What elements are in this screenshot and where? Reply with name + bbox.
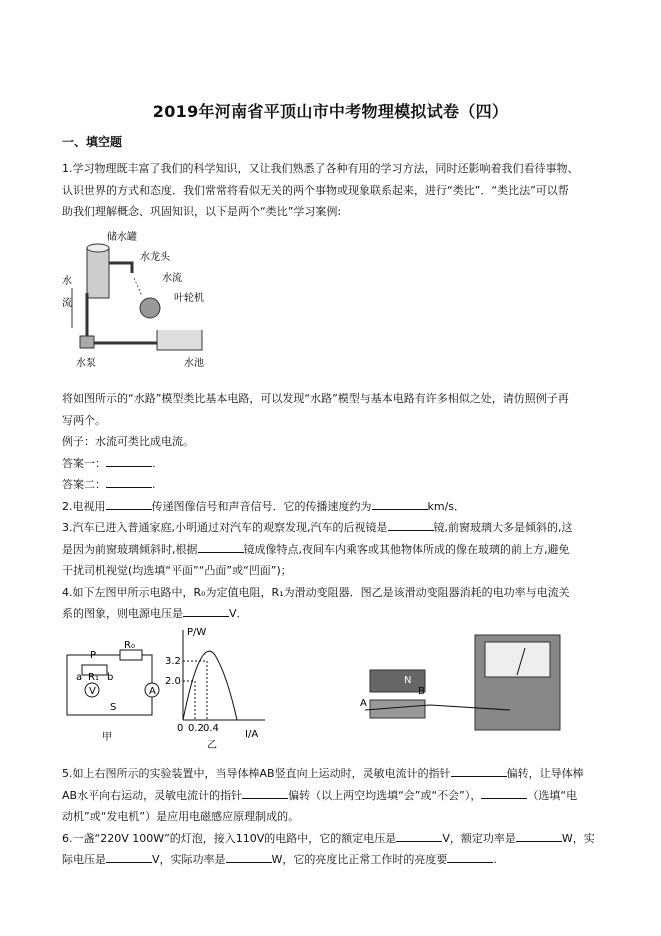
power-current-graph <box>165 625 275 750</box>
fig-label: 叶轮机 <box>174 293 204 304</box>
fig-label: 水 <box>62 276 72 287</box>
question-5: 5.如上右图所示的实验装置中，当导体棒AB竖直向上运动时，灵敏电流计的指针 偏转，让导体棒 AB水平向右运动，灵敏电流计的指针 偏转（以上两空均选填“会”或“不会”）， （选填“电 动机”或“发电机”）是应用电磁感应原理制成的。 6.一盏“220V 100W”的灯泡，接入110V的电路中，它的额定电压是 V，额定功率是 W，实 际电压是 V，实际功率是 W，它的亮度比正常工作时的亮度要 . <box>62 763 602 871</box>
magnet <box>370 670 425 692</box>
question-1 <box>62 158 602 223</box>
figure-caption: 甲 <box>102 732 112 743</box>
induction-apparatus-figure <box>360 630 565 740</box>
fig-label: 水泵 <box>76 358 96 369</box>
rod-label: B <box>418 686 425 697</box>
question-4: 4.如下左图甲所示电路中，R₀为定值电阻，R₁为滑动变阻器．图乙是该滑动变阻器消耗的电功率与电流关 <box>62 585 570 599</box>
fig-label: 水池 <box>184 358 204 369</box>
q1-line: 将如图所示的“水路”模型类比基本电路，可以发现“水路”模型与基本电路有许多相似之处，请仿照例子再 <box>62 392 569 405</box>
answer-blank[interactable] <box>106 850 152 863</box>
answer-blank[interactable] <box>447 850 493 863</box>
x-tick-label: 0 <box>177 723 184 734</box>
circuit-label: V <box>89 686 96 697</box>
answer-blank[interactable] <box>388 518 434 531</box>
q1-line: 1.学习物理既丰富了我们的科学知识，又让我们熟悉了各种有用的学习方法，同时还影响着我们看待事物、 <box>62 162 579 175</box>
fig-label: 水流 <box>162 273 182 284</box>
question-2: 2.电视用 传递图像信号和声音信号．它的传播速度约为 km/s． <box>62 496 602 518</box>
y-axis-label: P/W <box>187 627 207 638</box>
power-curve <box>183 651 237 720</box>
question-6: 6.一盏“220V 100W”的灯泡，接入110V的电路中，它的额定电压是 V，额定功率是 W，实 <box>62 828 602 850</box>
answer-blank[interactable] <box>226 850 272 863</box>
q1-line: 助我们理解概念、巩固知识，以下是两个“类比”学习案例: <box>62 205 342 218</box>
magnet-label: N <box>404 675 412 686</box>
answer-blank[interactable] <box>198 540 244 553</box>
y-tick-label: 2.0 <box>165 676 181 687</box>
turbine-shape <box>140 298 160 318</box>
x-axis-label: I/A <box>245 729 259 740</box>
answer-blank[interactable] <box>183 604 229 617</box>
circuit-label: A <box>149 686 156 697</box>
page-title: 2019年河南省平顶山市中考物理模拟试卷（四） <box>152 102 509 121</box>
q5-line: 动机”或“发电机”）是应用电磁感应原理制成的。 <box>62 810 300 823</box>
x-tick-label: 0.4 <box>203 723 219 734</box>
q1-line: 认识世界的方式和态度．我们常常将看似无关的两个事物或现象联系起来，进行“类比”．“类比法”可以帮 <box>62 183 569 197</box>
tank-shape <box>87 248 109 298</box>
answer-blank[interactable] <box>242 786 288 799</box>
circuit-label: a <box>76 672 83 683</box>
fig-label: 水龙头 <box>140 252 170 263</box>
q1-line: 写两个。 <box>62 413 106 427</box>
q1-example: 例子：水流可类比成电流。 <box>62 435 194 448</box>
answer-blank[interactable] <box>106 475 152 488</box>
answer-blank[interactable] <box>481 786 527 799</box>
r0-resistor <box>120 650 142 660</box>
pump-shape <box>80 336 94 348</box>
circuit-figure <box>62 640 162 750</box>
circuit-label: b <box>107 672 114 683</box>
answer-blank[interactable] <box>372 497 428 510</box>
section-heading: 一、填空题 <box>62 135 123 149</box>
rod-label: A <box>360 698 367 709</box>
answer-blank[interactable] <box>396 829 442 842</box>
answer-blank[interactable] <box>106 454 152 467</box>
answer-blank[interactable] <box>106 497 152 510</box>
fig-label: 储水罐 <box>107 232 137 243</box>
q1-answer-2: 答案二： . <box>62 474 602 496</box>
y-tick-label: 3.2 <box>165 656 181 667</box>
pool-shape <box>157 330 202 350</box>
q1-answer-1: 答案一： . <box>62 453 602 475</box>
fig-label: 流 <box>62 298 72 309</box>
question-3: 3.汽车已进入普通家庭,小明通过对汽车的观察发现,汽车的后视镜是 镜,前窗玻璃大多是倾斜的,这 <box>62 517 602 539</box>
circuit-label: R₀ <box>124 640 135 651</box>
circuit-label: P <box>90 650 97 661</box>
circuit-label: R₁ <box>88 672 99 683</box>
answer-blank[interactable] <box>451 764 507 777</box>
q3-line: 干扰司机视觉(均选填“平面”“凸面”或“凹面”)； <box>62 564 292 577</box>
x-tick-label: 0.2 <box>188 723 204 734</box>
water-circuit-figure <box>62 228 222 373</box>
circuit-label: S <box>110 702 117 713</box>
figure-caption: 乙 <box>207 740 217 750</box>
answer-blank[interactable] <box>516 829 562 842</box>
question-1-cont: 将如图所示的“水路”模型类比基本电路，可以发现“水路”模型与基本电路有许多相似之处，请仿照例子再 写两个。 例子：水流可类比成电流。 答案一： . 答案二： . 2.电视用 传递图像信号和声音信号．它的传播速度约为 km/s． 3.汽车已进入普通家庭,小明通过对汽车的观察发现,汽车的后视镜是 镜,前窗玻璃大多是倾斜的,这 是因为前窗玻璃倾斜时,根据 镜成像特点,夜间车内乘客或其他物体所成的像在玻璃的前上方,避免 干扰司机视觉(均选填“平面”“凸面”或“凹面”)； 4.如下左图甲所示电路中，R₀为定值电阻，R₁为滑动变阻器．图乙是该滑动变阻器消耗的电功率与电流关 系的图象，则电源电压是 V． <box>62 388 602 625</box>
